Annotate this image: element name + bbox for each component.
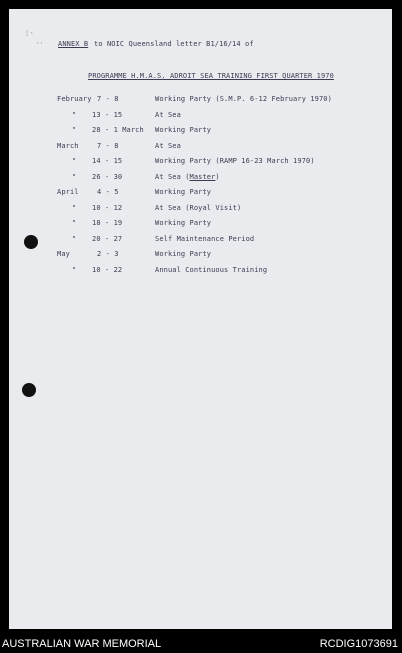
punch-hole-icon bbox=[24, 235, 38, 249]
schedule-activity: Working Party bbox=[155, 188, 212, 196]
schedule-month: May bbox=[57, 250, 70, 258]
schedule-dates: 26 - 30 bbox=[92, 172, 123, 181]
schedule-month: " bbox=[72, 110, 77, 119]
schedule-activity: Working Party (RAMP 16-23 March 1970) bbox=[155, 157, 315, 165]
document-title: PROGRAMME H.M.A.S. ADROIT SEA TRAINING FIRST QUARTER 1970 bbox=[88, 72, 334, 80]
schedule-activity: Working Party bbox=[155, 219, 212, 227]
schedule-dates: 18 - 19 bbox=[92, 219, 123, 227]
schedule-month: " bbox=[72, 126, 77, 134]
schedule-dates: 7 - 8 bbox=[97, 141, 119, 150]
annex-reference: to NOIC Queensland letter B1/16/14 of bbox=[94, 40, 254, 48]
schedule-activity-prefix: At Sea ( bbox=[155, 172, 190, 181]
schedule-dates: 4 - 5 bbox=[97, 188, 119, 196]
schedule-month: " bbox=[72, 265, 77, 274]
ink-mark-icon: ⋅⋅ bbox=[36, 40, 44, 47]
schedule-month: " bbox=[72, 172, 77, 181]
schedule-month: " bbox=[72, 234, 77, 243]
footer-id: RCDIG1073691 bbox=[319, 638, 398, 650]
schedule-activity-underlined: Master bbox=[189, 172, 216, 181]
footer-source: AUSTRALIAN WAR MEMORIAL bbox=[2, 638, 162, 650]
annex-label: ANNEX B bbox=[58, 40, 89, 48]
schedule-activity bbox=[155, 173, 220, 181]
schedule-activity: At Sea bbox=[155, 110, 181, 119]
schedule-month: February bbox=[57, 95, 92, 103]
schedule-month: " bbox=[72, 219, 77, 227]
schedule-dates: 10 - 22 bbox=[92, 265, 123, 274]
schedule-month: " bbox=[72, 203, 77, 212]
schedule-dates: 13 - 15 bbox=[92, 110, 123, 119]
ink-mark-icon: ⋮⋅ bbox=[24, 30, 34, 37]
schedule-activity: Annual Continuous Training bbox=[155, 265, 268, 274]
schedule-dates: 10 - 12 bbox=[92, 203, 123, 212]
schedule-activity: Working Party (S.M.P. 6-12 February 1970) bbox=[155, 95, 332, 103]
punch-hole-icon bbox=[22, 383, 36, 397]
schedule-dates: 14 - 15 bbox=[92, 157, 123, 165]
schedule-activity-suffix: ) bbox=[215, 172, 220, 181]
schedule-activity: Self Maintenance Period bbox=[155, 234, 255, 243]
schedule-month: March bbox=[57, 141, 79, 150]
schedule-dates: 20 - 27 bbox=[92, 234, 123, 243]
schedule-activity: At Sea bbox=[155, 141, 181, 150]
schedule-dates: 7 - 8 bbox=[97, 95, 119, 103]
schedule-month: April bbox=[57, 188, 79, 196]
schedule-activity: At Sea (Royal Visit) bbox=[155, 203, 242, 212]
schedule-activity: Working Party bbox=[155, 126, 212, 134]
schedule-activity: Working Party bbox=[155, 250, 212, 258]
footer-bar bbox=[0, 636, 402, 653]
schedule-month: " bbox=[72, 157, 77, 165]
schedule-dates: 28 - 1 March bbox=[92, 126, 144, 134]
schedule-dates: 2 - 3 bbox=[97, 250, 119, 258]
